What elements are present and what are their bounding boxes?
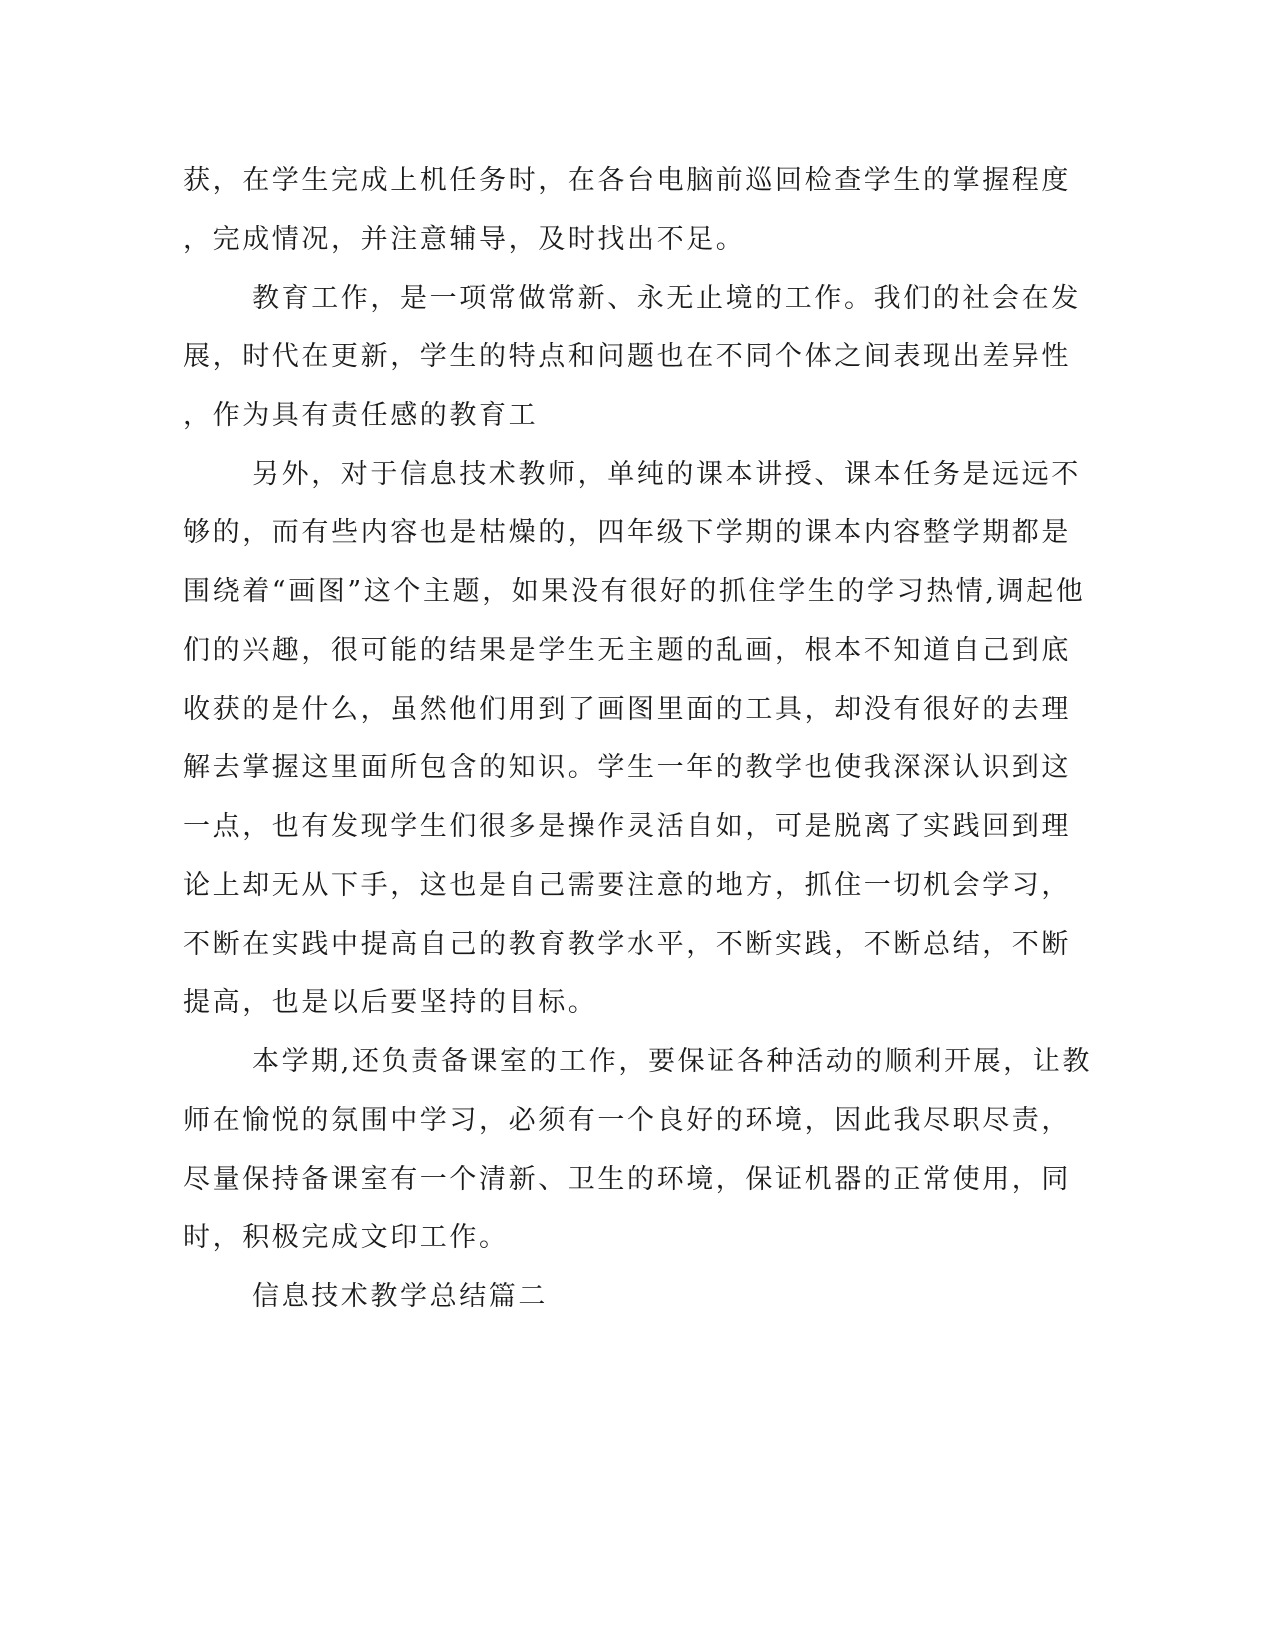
text-line: 时，积极完成文印工作。 [183, 1222, 509, 1253]
text-line: 们的兴趣，很可能的结果是学生无主题的乱画，根本不知道自己到底 [183, 635, 1071, 666]
text-line: ，作为具有责任感的教育工 [183, 400, 539, 431]
text-line: 够的，而有些内容也是枯燥的，四年级下学期的课本内容整学期都是 [183, 517, 1071, 548]
text-line: 论上却无从下手，这也是自己需要注意的地方，抓住一切机会学习， [183, 870, 1071, 901]
text-line: 不断在实践中提高自己的教育教学水平，不断实践，不断总结，不断 [183, 929, 1071, 960]
text-line: 获，在学生完成上机任务时，在各台电脑前巡回检查学生的掌握程度 [183, 165, 1071, 196]
text-line: 尽量保持备课室有一个清新、卫生的环境，保证机器的正常使用，同 [183, 1164, 1071, 1195]
section-heading: 信息技术教学总结篇二 [252, 1281, 548, 1312]
text-line: 围绕着“画图”这个主题，如果没有很好的抓住学生的学习热情,调起他 [183, 576, 1086, 607]
paragraph-start: 本学期,还负责备课室的工作，要保证各种活动的顺利开展，让教 [252, 1046, 1092, 1077]
text-line: 解去掌握这里面所包含的知识。学生一年的教学也使我深深认识到这 [183, 752, 1071, 783]
text-line: ，完成情况，并注意辅导，及时找出不足。 [183, 224, 746, 255]
text-line: 提高，也是以后要坚持的目标。 [183, 987, 598, 1018]
paragraph-start: 另外，对于信息技术教师，单纯的课本讲授、课本任务是远远不 [252, 459, 1081, 490]
text-line: 收获的是什么，虽然他们用到了画图里面的工具，却没有很好的去理 [183, 694, 1071, 725]
text-line: 一点，也有发现学生们很多是操作灵活自如，可是脱离了实践回到理 [183, 811, 1071, 842]
text-line: 师在愉悦的氛围中学习，必须有一个良好的环境，因此我尽职尽责， [183, 1105, 1071, 1136]
text-line: 展，时代在更新，学生的特点和问题也在不同个体之间表现出差异性 [183, 341, 1071, 372]
paragraph-start: 教育工作，是一项常做常新、永无止境的工作。我们的社会在发 [252, 283, 1081, 314]
